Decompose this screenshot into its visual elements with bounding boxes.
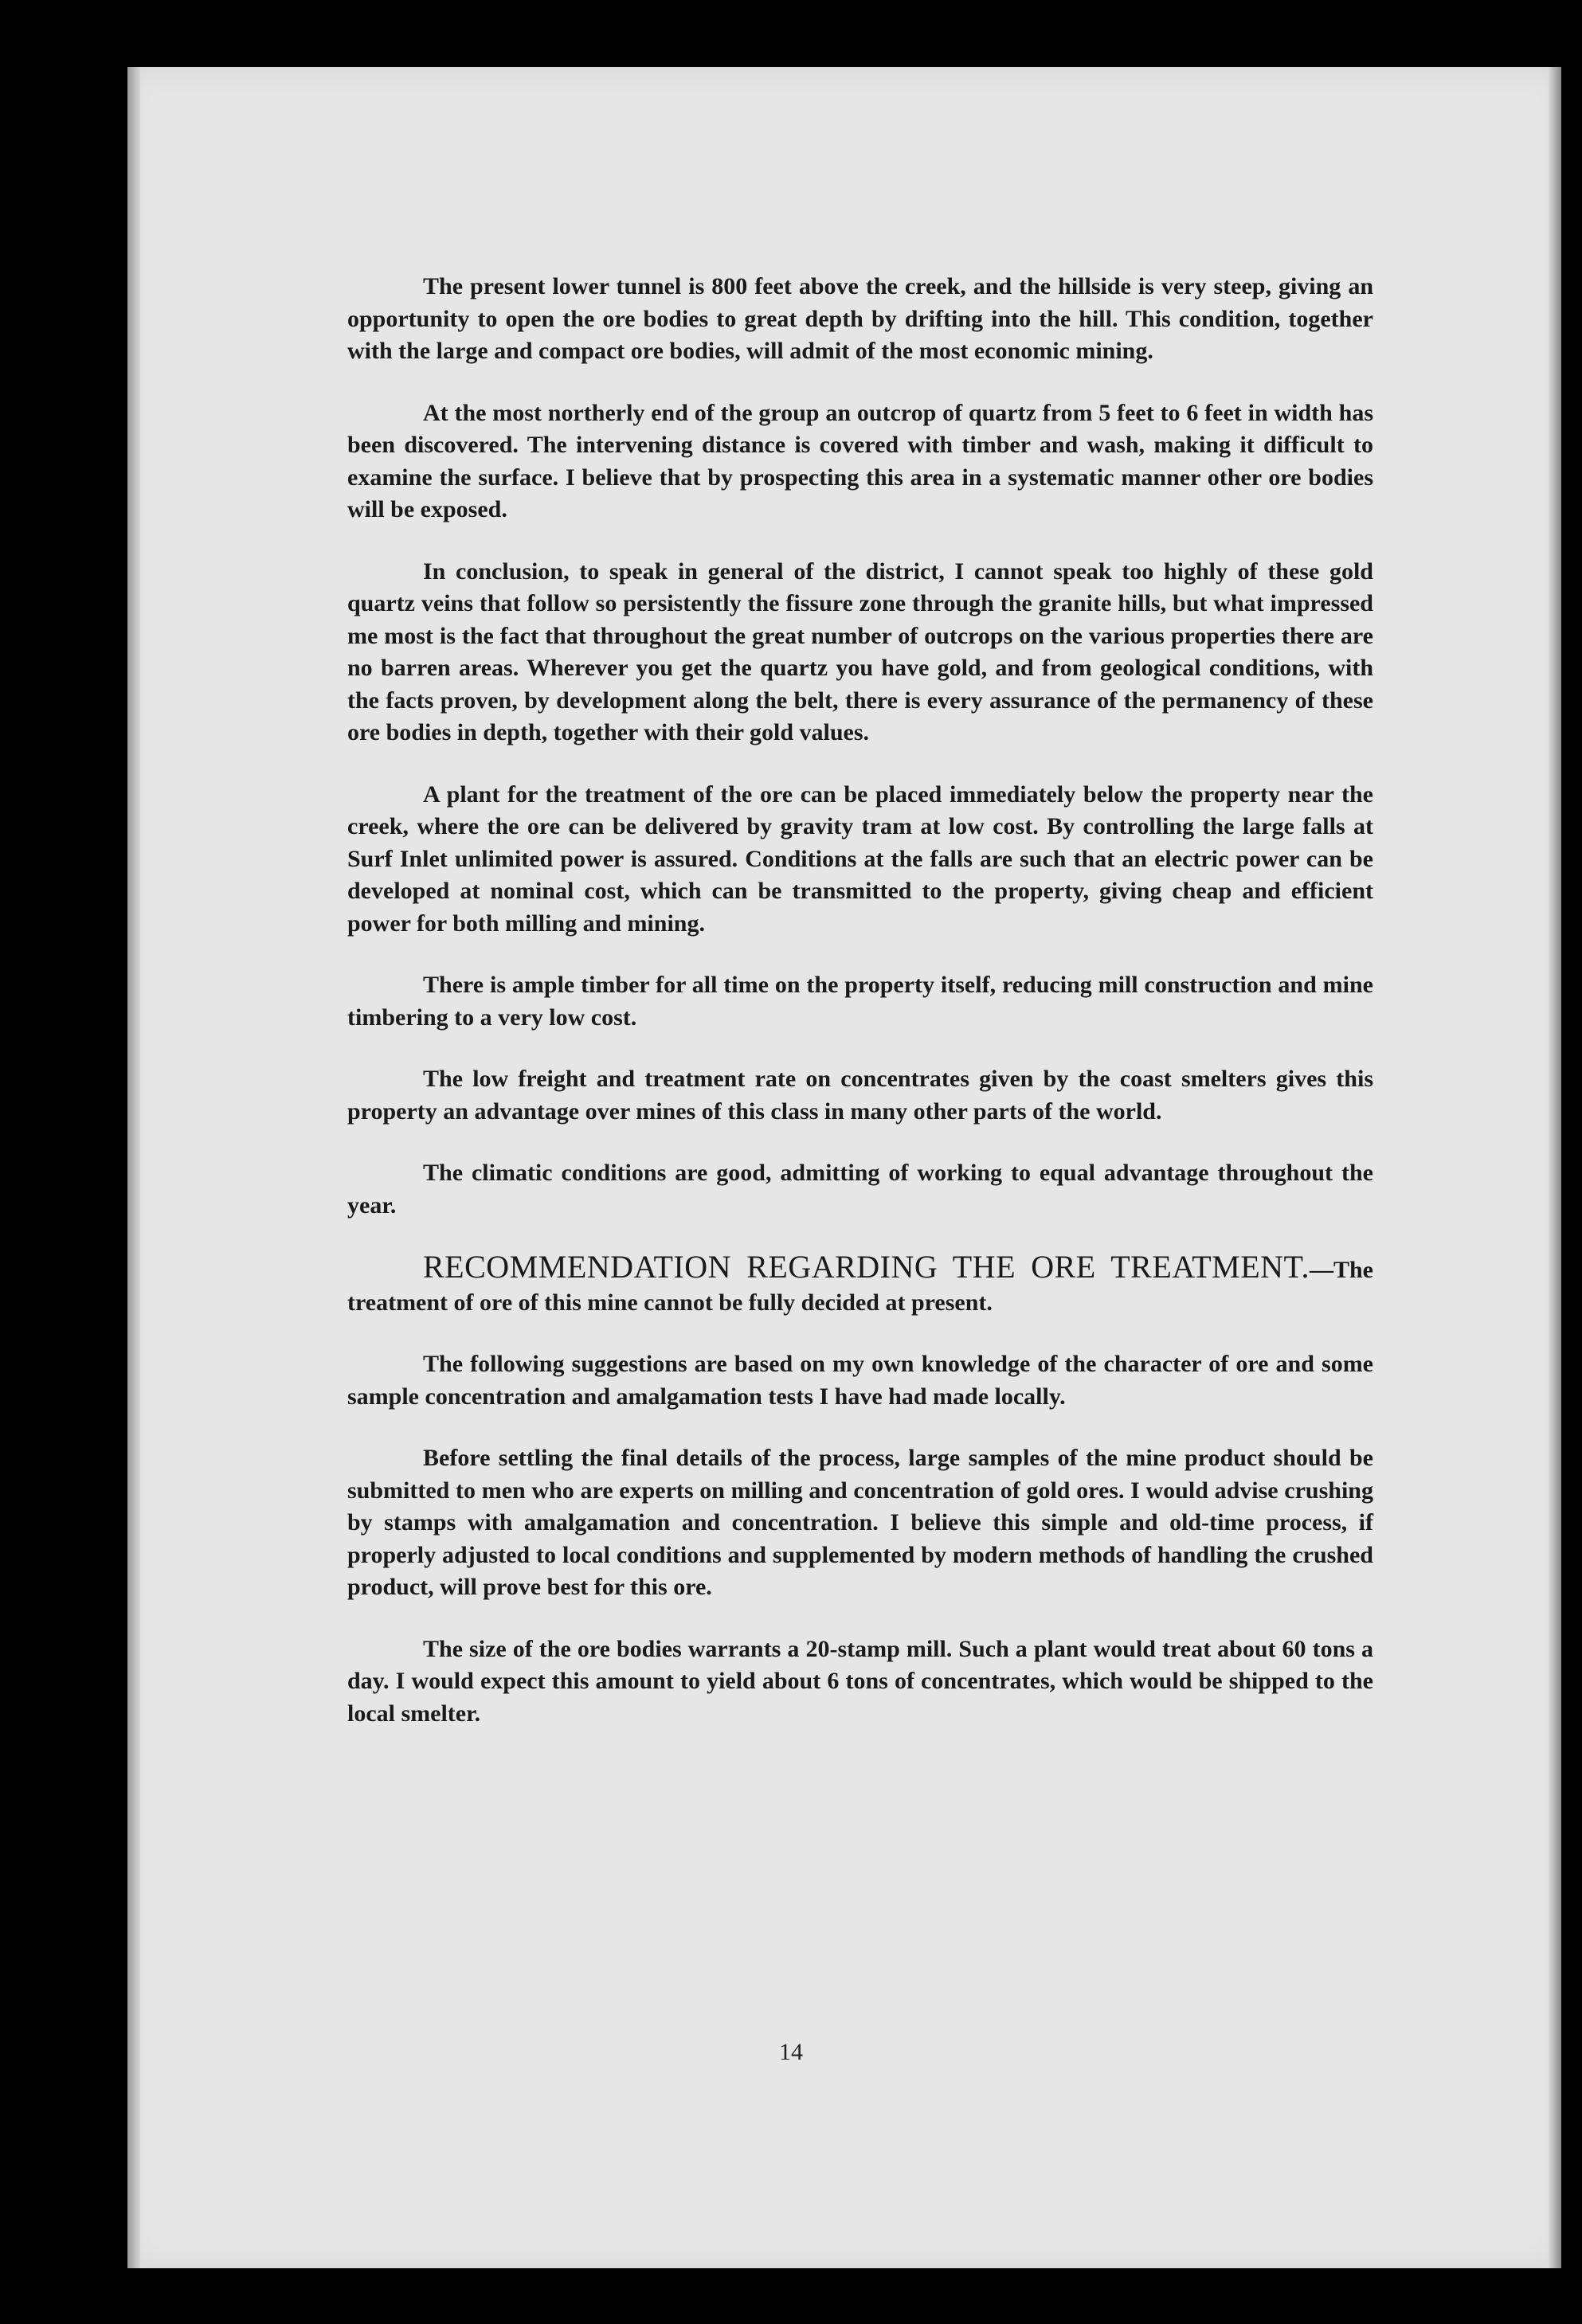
paragraph-climate: The climatic conditions are good, admitting of working to equal advantage throughout the year. <box>347 1160 1373 1219</box>
page-number: 14 <box>779 2039 803 2065</box>
paragraph-final-details: Before settling the final details of the process, large samples of the mine product should be submitted to men who are experts on milling and concentration of gold ores. I would advise crushing by stamps with amalgamation and concentration. I believe this simple and old-time process, if properly adjusted to local conditions and supplemented by modern methods of handling the crushed product, will prove best for this ore. <box>347 1445 1373 1600</box>
paragraph-stamp-mill: The size of the ore bodies warrants a 20-stamp mill. Such a plant would treat about 60 tons a day. I would expect this amount to yield about 6 tons of concentrates, which would be shipped to the local smelter. <box>347 1635 1373 1727</box>
page-left-edge <box>127 67 140 2268</box>
paragraph-timber: There is ample timber for all time on the property itself, reducing mill construction and mine timbering to a very low cost. <box>347 972 1373 1031</box>
paragraph-conclusion: In conclusion, to speak in general of the district, I cannot speak too highly of these gold quartz veins that follow so persistently the fissure zone through the granite hills, but what impressed me most is the fact that throughout the great number of outcrops on the various properties there are no barren areas. Wherever you get the quartz you have gold, and from geological conditions, with the facts proven, by development along the belt, there is every assurance of the permanency of these ore bodies in depth, together with their gold values. <box>347 558 1373 745</box>
recommendation-text: —The treatment of ore of this mine cannot be fully decided at present. <box>347 1257 1373 1316</box>
paragraph-lower-tunnel: The present lower tunnel is 800 feet above the creek, and the hillside is very steep, giving an opportunity to open the ore bodies to great depth by drifting into the hill. This condition, together with the large and compact ore bodies, will admit of the most economic mining. <box>347 273 1373 364</box>
paragraph-northerly-outcrop: At the most northerly end of the group an outcrop of quartz from 5 feet to 6 feet in width has been discovered. The intervening distance is covered with timber and wash, making it difficult to examine the surface. I believe that by prospecting this area in a systematic manner other ore bodies will be exposed. <box>347 399 1373 522</box>
page-right-edge <box>1549 67 1561 2268</box>
paragraph-suggestions: The following suggestions are based on my own knowledge of the character of ore and some sample concentration and amalgamation tests I have had made locally. <box>347 1351 1373 1410</box>
recommendation-heading: RECOMMENDATION REGARDING THE ORE TREATMENT. <box>423 1249 1310 1285</box>
recommendation-paragraph <box>347 1251 1373 1319</box>
paragraph-freight: The low freight and treatment rate on concentrates given by the coast smelters gives this property an advantage over mines of this class in many other parts of the world. <box>347 1066 1373 1125</box>
body-text <box>347 271 1373 1759</box>
paragraph-treatment-plant: A plant for the treatment of the ore can be placed immediately below the property near the creek, where the ore can be delivered by gravity tram at low cost. By controlling the large falls at Surf Inlet unlimited power is assured. Conditions at the falls are such that an electric power can be developed at nominal cost, which can be transmitted to the property, giving cheap and efficient power for both milling and mining. <box>347 781 1373 937</box>
